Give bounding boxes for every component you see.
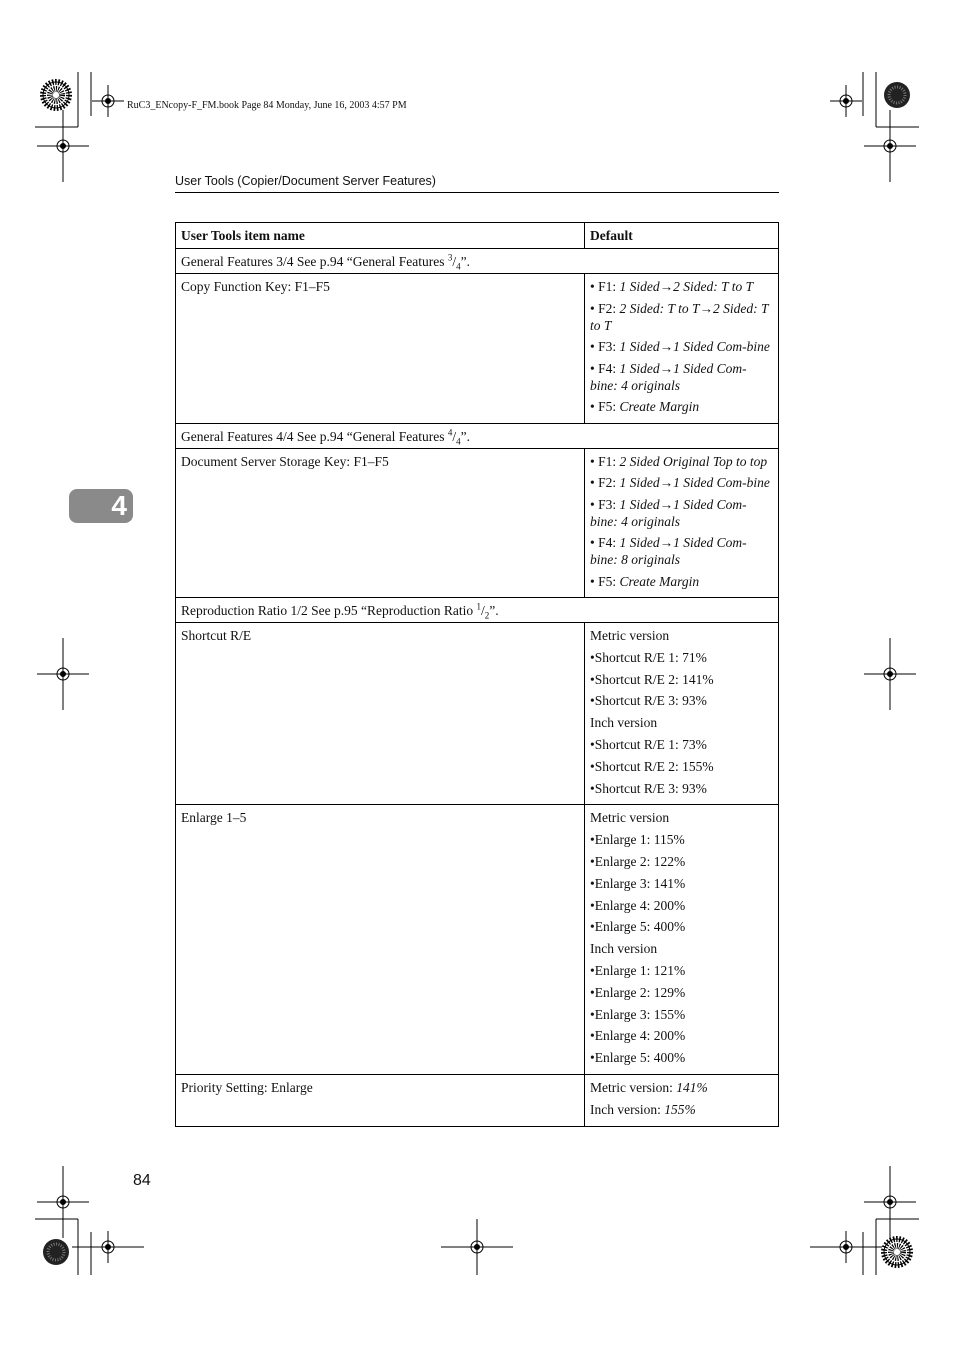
list-item: • F2: 1 Sided→1 Sided Com-bine (590, 475, 770, 490)
section-text: Reproduction Ratio 1/2 See p.95 “Reproduction Ratio (181, 603, 477, 618)
list-item: •Shortcut R/E 3: 93% (590, 780, 707, 796)
page-number: 84 (133, 1172, 151, 1189)
item-name: Document Server Storage Key: F1–F5 (176, 448, 585, 598)
col-header-name: User Tools item name (176, 223, 585, 249)
list-item: •Enlarge 4: 200% (590, 897, 686, 913)
item-default (585, 1074, 779, 1126)
list-item: Inch version (590, 715, 658, 731)
list-item: • F1: 2 Sided Original Top to top (590, 453, 768, 469)
list-item: •Enlarge 5: 400% (590, 1050, 686, 1066)
list-item: • F3: 1 Sided→1 Sided Com-bine: 4 originals (590, 496, 747, 529)
list-item: • F5: Create Margin (590, 573, 700, 589)
item-name: Priority Setting: Enlarge (176, 1074, 585, 1126)
table-row-shortcut-re (176, 623, 779, 805)
header-rule (175, 192, 779, 193)
item-default (585, 448, 779, 598)
list-item: •Enlarge 1: 121% (590, 962, 686, 978)
item-name: Enlarge 1–5 (176, 805, 585, 1075)
list-item: Metric version (590, 810, 670, 826)
section-text: General Features 3/4 See p.94 “General Features (181, 254, 448, 269)
user-tools-table (175, 222, 779, 1127)
chapter-tab: 4 (69, 489, 133, 523)
list-item: •Enlarge 3: 141% (590, 875, 686, 891)
section-row-general-3: General Features 3/4 See p.94 “General Features $^3/_4$”. (176, 249, 779, 274)
table-row-document-server-key (176, 448, 779, 598)
table-row-copy-function-key (176, 274, 779, 424)
list-item: •Enlarge 4: 200% (590, 1028, 686, 1044)
list-item: •Enlarge 3: 155% (590, 1006, 686, 1022)
list-item: • F4: 1 Sided→1 Sided Com-bine: 8 originals (590, 535, 747, 567)
list-item: •Shortcut R/E 2: 155% (590, 758, 714, 774)
section-row-reproduction-ratio: Reproduction Ratio 1/2 See p.95 “Reproduction Ratio $^1/_2$”. (176, 598, 779, 623)
item-default (585, 274, 779, 424)
table-row-priority-setting (176, 1074, 779, 1126)
col-header-default: Default (585, 223, 779, 249)
list-item: Metric version (590, 628, 670, 643)
item-name: Shortcut R/E (176, 623, 585, 805)
list-item: • F5: Create Margin (590, 399, 700, 414)
item-default (585, 805, 779, 1075)
item-default (585, 623, 779, 805)
list-item: •Shortcut R/E 2: 141% (590, 671, 714, 687)
running-head: User Tools (Copier/Document Server Features) (175, 174, 436, 188)
list-item: •Enlarge 1: 115% (590, 832, 685, 848)
table-row-enlarge (176, 805, 779, 1075)
list-item: •Enlarge 2: 122% (590, 853, 686, 869)
list-item: • F4: 1 Sided→1 Sided Com-bine: 4 originals (590, 360, 747, 393)
list-item: Inch version: 155% (590, 1101, 696, 1117)
list-item: • F3: 1 Sided→1 Sided Com-bine (590, 339, 770, 354)
list-item: •Shortcut R/E 1: 73% (590, 736, 707, 752)
list-item: •Shortcut R/E 1: 71% (590, 649, 707, 665)
list-item: •Shortcut R/E 3: 93% (590, 693, 707, 709)
list-item: • F2: 2 Sided: T to T→2 Sided: T to T (590, 300, 769, 333)
item-name: Copy Function Key: F1–F5 (176, 274, 585, 424)
table-header-row (176, 223, 779, 249)
list-item: •Enlarge 2: 129% (590, 984, 686, 1000)
list-item: •Enlarge 5: 400% (590, 919, 686, 935)
section-text: General Features 4/4 See p.94 “General Features (181, 428, 448, 444)
list-item: Inch version (590, 941, 658, 957)
file-stamp: RuC3_ENcopy-F_FM.book Page 84 Monday, June 16, 2003 4:57 PM (127, 100, 407, 111)
section-row-general-4: General Features 4/4 See p.94 “General Features $^4/_4$”. (176, 423, 779, 448)
list-item: Metric version: 141% (590, 1079, 708, 1095)
list-item: • F1: 1 Sided→2 Sided: T to T (590, 279, 754, 294)
